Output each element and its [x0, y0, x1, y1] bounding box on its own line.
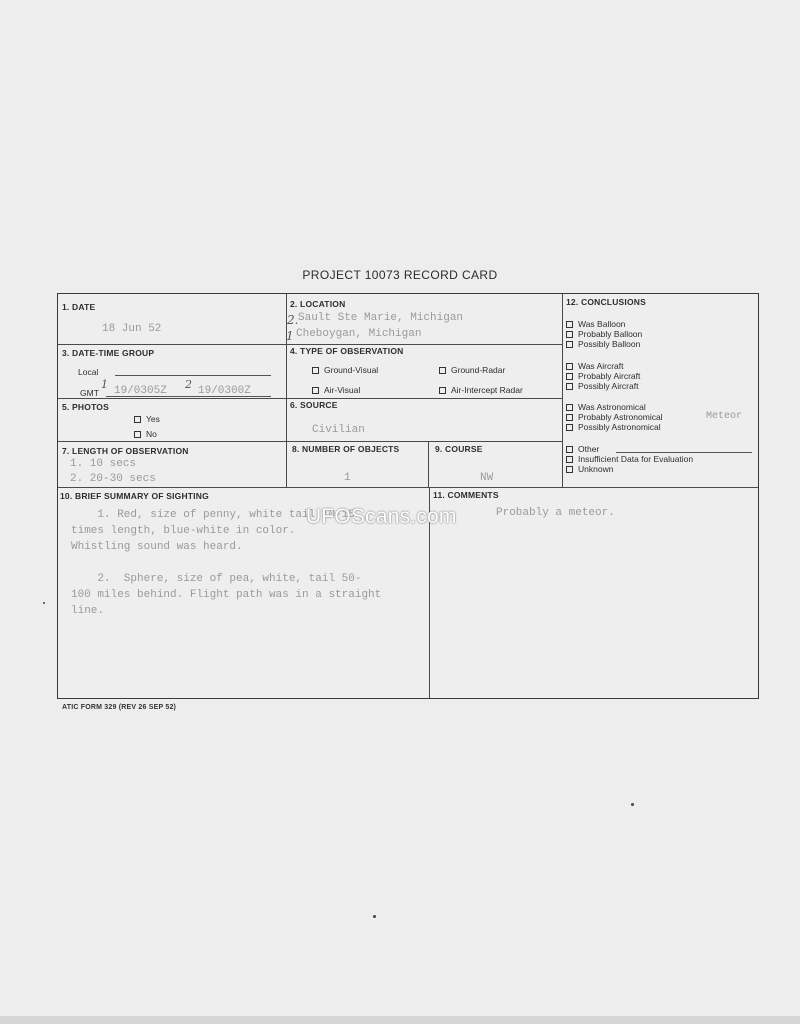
checkbox-icon [439, 367, 446, 374]
conclusions-group-astronomical [566, 402, 663, 432]
local-label: Local [78, 367, 99, 377]
speck [631, 803, 634, 806]
location-line2: Cheboygan, Michigan [296, 328, 422, 340]
watermark: UFOScans.com [306, 505, 457, 528]
astronomical-note: Meteor [706, 411, 743, 422]
option-air-intercept-radar[interactable]: Air-Intercept Radar [439, 385, 523, 395]
checkbox-icon [312, 367, 319, 374]
option-ground-visual[interactable]: Ground-Visual [312, 365, 378, 375]
photos-yes[interactable]: Yes [134, 414, 160, 424]
divider [58, 487, 758, 488]
speck [43, 602, 45, 604]
photos-label: 5. PHOTOS [62, 402, 109, 412]
conclusion-was-astronomical[interactable]: Was Astronomical [566, 402, 663, 412]
speck [373, 915, 376, 918]
card-title: PROJECT 10073 RECORD CARD [302, 268, 498, 282]
option-ground-radar[interactable]: Ground-Radar [439, 365, 505, 375]
length-line2: 2. 20-30 secs [70, 473, 156, 485]
form-number: ATIC FORM 329 (REV 26 SEP 52) [62, 704, 177, 711]
other-underline [616, 452, 752, 453]
gmt-mark-2: 2 [185, 378, 192, 391]
conclusion-insufficient-data[interactable]: Insufficient Data for Evaluation [566, 454, 693, 464]
checkbox-icon [134, 416, 141, 423]
summary-label: 10. BRIEF SUMMARY OF SIGHTING [60, 491, 209, 501]
checkbox-icon [566, 456, 573, 463]
scan-edge [0, 1016, 800, 1024]
checkbox-icon [566, 446, 573, 453]
course-label: 9. COURSE [435, 444, 483, 454]
conclusion-unknown[interactable]: Unknown [566, 464, 693, 474]
location-line1: Sault Ste Marie, Michigan [298, 312, 464, 324]
number-of-objects-label: 8. NUMBER OF OBJECTS [292, 444, 400, 454]
conclusion-other[interactable]: Other [566, 444, 693, 454]
checkbox-icon [566, 404, 573, 411]
conclusion-was-balloon[interactable]: Was Balloon [566, 319, 642, 329]
conclusions-group-balloon [566, 319, 642, 349]
date-label: 1. DATE [62, 302, 96, 312]
type-of-observation-label: 4. TYPE OF OBSERVATION [290, 346, 404, 356]
conclusion-possibly-aircraft[interactable]: Possibly Aircraft [566, 381, 640, 391]
local-underline [115, 375, 271, 376]
conclusions-group-aircraft [566, 361, 640, 391]
checkbox-icon [566, 331, 573, 338]
checkbox-icon [566, 321, 573, 328]
conclusion-probably-balloon[interactable]: Probably Balloon [566, 329, 642, 339]
checkbox-icon [566, 373, 573, 380]
divider [428, 441, 429, 487]
photos-no[interactable]: No [134, 429, 157, 439]
location-mark-2: 2. [287, 313, 299, 327]
location-mark-1: 1 [286, 329, 294, 343]
length-of-observation-label: 7. LENGTH OF OBSERVATION [62, 446, 189, 456]
checkbox-icon [566, 383, 573, 390]
date-value: 18 Jun 52 [102, 323, 162, 335]
course-value: NW [480, 472, 494, 484]
source-value: Civilian [312, 424, 365, 436]
number-of-objects-value: 1 [344, 472, 351, 484]
divider [58, 441, 562, 442]
date-time-group-label: 3. DATE-TIME GROUP [62, 348, 155, 358]
conclusion-was-aircraft[interactable]: Was Aircraft [566, 361, 640, 371]
gmt-underline [106, 396, 271, 397]
comments-label: 11. COMMENTS [433, 490, 499, 500]
divider [58, 344, 562, 345]
checkbox-icon [566, 414, 573, 421]
gmt-value-1: 19/0305Z [114, 385, 167, 397]
divider [58, 398, 562, 399]
record-card [57, 293, 759, 699]
length-line1: 1. 10 secs [70, 458, 137, 470]
summary-text: 1. Red, size of penny, white tail 10-15 times length, blue-white in color. Whistling sound was heard. 2. Sphere, size of pea, white, tail 50- 100 miles behind. Flight path was in a straight line. [71, 509, 382, 617]
comments-text: Probably a meteor. [496, 507, 615, 519]
checkbox-icon [312, 387, 319, 394]
option-air-visual[interactable]: Air-Visual [312, 385, 360, 395]
checkbox-icon [566, 363, 573, 370]
checkbox-icon [134, 431, 141, 438]
checkbox-icon [566, 466, 573, 473]
checkbox-icon [566, 424, 573, 431]
divider [562, 294, 563, 487]
checkbox-icon [439, 387, 446, 394]
checkbox-icon [566, 341, 573, 348]
gmt-label: GMT [80, 388, 99, 398]
conclusions-group-other [566, 444, 693, 474]
conclusion-possibly-astronomical[interactable]: Possibly Astronomical [566, 422, 663, 432]
conclusions-label: 12. CONCLUSIONS [566, 297, 646, 307]
location-label: 2. LOCATION [290, 299, 346, 309]
conclusion-possibly-balloon[interactable]: Possibly Balloon [566, 339, 642, 349]
conclusion-probably-aircraft[interactable]: Probably Aircraft [566, 371, 640, 381]
gmt-mark-1: 1 [101, 378, 108, 391]
conclusion-probably-astronomical[interactable]: Probably Astronomical [566, 412, 663, 422]
gmt-value-2: 19/0300Z [198, 385, 251, 397]
source-label: 6. SOURCE [290, 400, 338, 410]
